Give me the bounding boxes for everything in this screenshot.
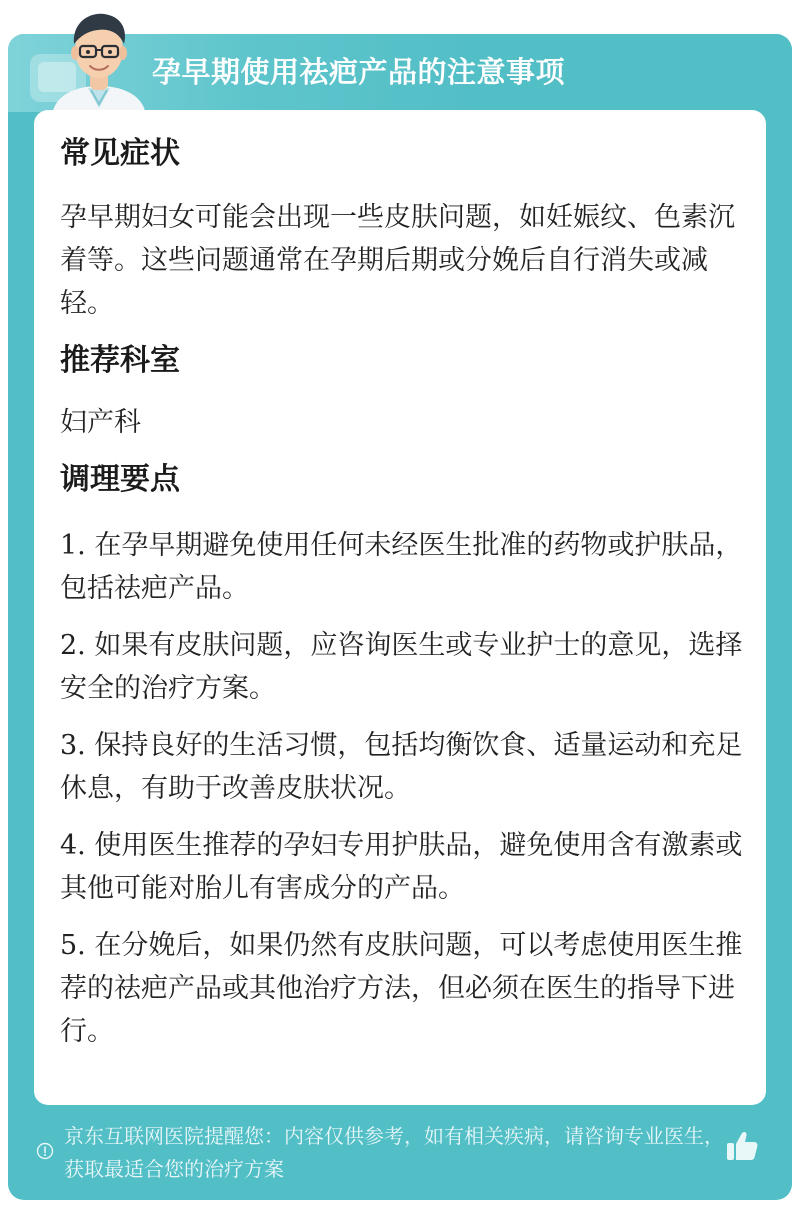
- list-item-text: 如果有皮肤问题，应咨询医生或专业护士的意见，选择安全的治疗方案。: [60, 630, 743, 704]
- list-item-text: 保持良好的生活习惯，包括均衡饮食、适量运动和充足休息，有助于改善皮肤状况。: [60, 730, 743, 804]
- section-title-department: 推荐科室: [60, 343, 180, 378]
- list-item-number: 2.: [60, 630, 86, 661]
- symptoms-text: 孕早期妇女可能会出现一些皮肤问题，如妊娠纹、色素沉着等。这些问题通常在孕期后期或分娩后自行消失或减轻。: [60, 202, 735, 319]
- section-title-care-points: 调理要点: [60, 462, 180, 497]
- page-title: 孕早期使用祛疤产品的注意事项: [152, 55, 566, 89]
- list-item-text: 在分娩后，如果仍然有皮肤问题，可以考虑使用医生推荐的祛疤产品或其他治疗方法，但必须在医生的指导下进行。: [60, 930, 743, 1047]
- list-item-number: 5.: [60, 930, 86, 961]
- list-item: [60, 624, 750, 710]
- list-item-number: 3.: [60, 730, 86, 761]
- list-item: [60, 724, 750, 810]
- card-content: [60, 132, 750, 1053]
- footer-notice-text: 京东互联网医院提醒您：内容仅供参考，如有相关疾病，请咨询专业医生，获取最适合您的治疗方案: [64, 1124, 724, 1181]
- footer-notice: [36, 1120, 726, 1190]
- doctor-avatar-icon: [44, 8, 154, 116]
- section-title-symptoms: 常见症状: [60, 136, 180, 171]
- list-item: [60, 824, 750, 910]
- list-item-number: 4.: [60, 830, 86, 861]
- department-text: 妇产科: [60, 407, 141, 438]
- list-item-text: 使用医生推荐的孕妇专用护肤品，避免使用含有激素或其他可能对胎儿有害成分的产品。: [60, 830, 743, 904]
- list-item-number: 1.: [60, 530, 86, 561]
- thumbs-up-icon[interactable]: [724, 1128, 760, 1164]
- list-item: [60, 924, 750, 1053]
- list-item-text: 在孕早期避免使用任何未经医生批准的药物或护肤品，包括祛疤产品。: [60, 530, 743, 604]
- list-item: [60, 524, 750, 610]
- info-card: [34, 110, 766, 1105]
- info-icon: [36, 1142, 54, 1160]
